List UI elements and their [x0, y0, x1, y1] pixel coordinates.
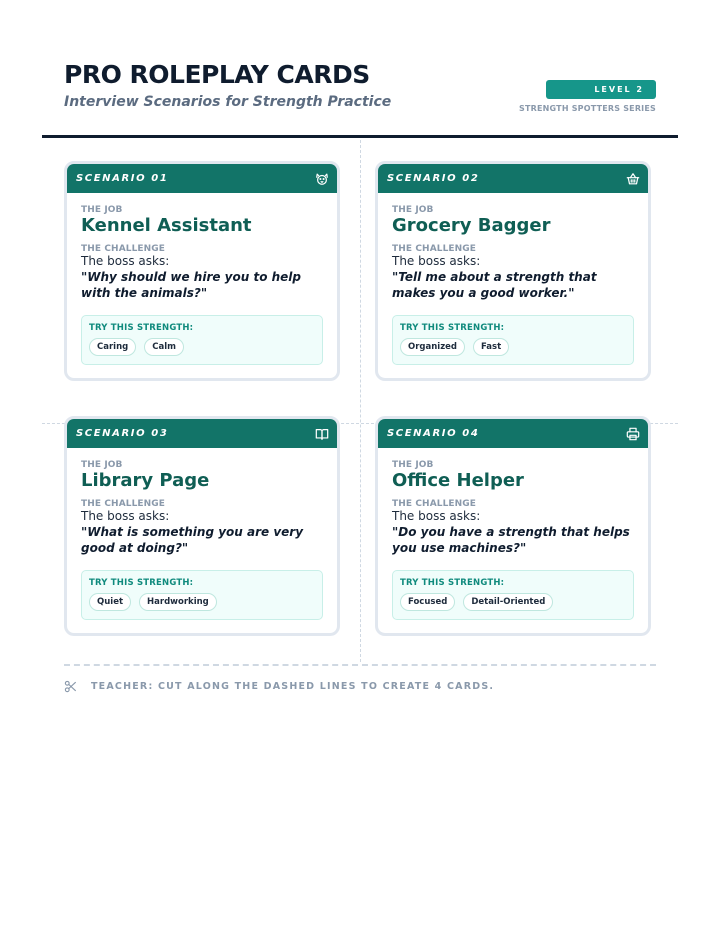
page-header [64, 60, 656, 113]
strength-label: TRY THIS STRENGTH: [400, 323, 505, 333]
job-title: Grocery Bagger [392, 215, 551, 236]
scissors-icon [64, 680, 77, 693]
strength-box [392, 570, 634, 620]
scenario-number: SCENARIO 04 [387, 428, 480, 439]
page-title: PRO ROLEPLAY CARDS [64, 60, 370, 89]
scenario-number: SCENARIO 03 [76, 428, 169, 439]
interview-question: "Tell me about a strength that makes you a good worker." [392, 270, 597, 300]
strength-label: TRY THIS STRENGTH: [400, 578, 505, 588]
page-subtitle: Interview Scenarios for Strength Practice [64, 94, 392, 110]
strength-label: TRY THIS STRENGTH: [89, 323, 194, 333]
strength-chip: Hardworking [139, 593, 217, 611]
job-label: THE JOB [81, 460, 123, 470]
boss-asks-text: The boss asks: [81, 509, 170, 523]
series-label: STRENGTH SPOTTERS SERIES [519, 104, 656, 113]
book-icon [315, 427, 329, 441]
basket-icon [626, 172, 640, 186]
job-label: THE JOB [392, 205, 434, 215]
strength-box [81, 570, 323, 620]
scenario-card [375, 416, 651, 636]
vertical-cut-line [360, 140, 361, 662]
job-title: Office Helper [392, 470, 524, 491]
job-title: Kennel Assistant [81, 215, 252, 236]
level-badge: LEVEL 2 [546, 80, 656, 99]
card-header [378, 419, 648, 448]
challenge-label: THE CHALLENGE [81, 499, 166, 509]
job-label: THE JOB [392, 460, 434, 470]
boss-asks-text: The boss asks: [392, 509, 481, 523]
card-header [67, 164, 337, 193]
card-header [378, 164, 648, 193]
boss-asks-text: The boss asks: [81, 254, 170, 268]
interview-question: "Do you have a strength that helps you use machines?" [392, 525, 630, 555]
strength-chip: Caring [89, 338, 136, 356]
strength-chip: Organized [400, 338, 465, 356]
job-title: Library Page [81, 470, 210, 491]
printer-icon [626, 427, 640, 441]
card-header [67, 419, 337, 448]
boss-asks-text: The boss asks: [392, 254, 481, 268]
strength-chip: Calm [144, 338, 184, 356]
challenge-label: THE CHALLENGE [81, 244, 166, 254]
strength-box [81, 315, 323, 365]
scenario-number: SCENARIO 02 [387, 173, 480, 184]
strength-chip: Detail-Oriented [463, 593, 553, 611]
strength-chip: Quiet [89, 593, 131, 611]
strength-chip: Fast [473, 338, 509, 356]
job-label: THE JOB [81, 205, 123, 215]
strength-label: TRY THIS STRENGTH: [89, 578, 194, 588]
strength-box [392, 315, 634, 365]
scenario-card [64, 161, 340, 381]
strength-chip: Focused [400, 593, 455, 611]
teacher-note [64, 680, 494, 693]
scenario-card [64, 416, 340, 636]
scenario-card [375, 161, 651, 381]
header-rule [42, 135, 678, 138]
challenge-label: THE CHALLENGE [392, 499, 477, 509]
challenge-label: THE CHALLENGE [392, 244, 477, 254]
teacher-note-text: TEACHER: CUT ALONG THE DASHED LINES TO CREATE 4 CARDS. [91, 681, 495, 692]
dog-icon [315, 172, 329, 186]
scenario-number: SCENARIO 01 [76, 173, 169, 184]
bottom-cut-line [64, 664, 656, 666]
interview-question: "What is something you are very good at doing?" [81, 525, 304, 555]
interview-question: "Why should we hire you to help with the animals?" [81, 270, 302, 300]
